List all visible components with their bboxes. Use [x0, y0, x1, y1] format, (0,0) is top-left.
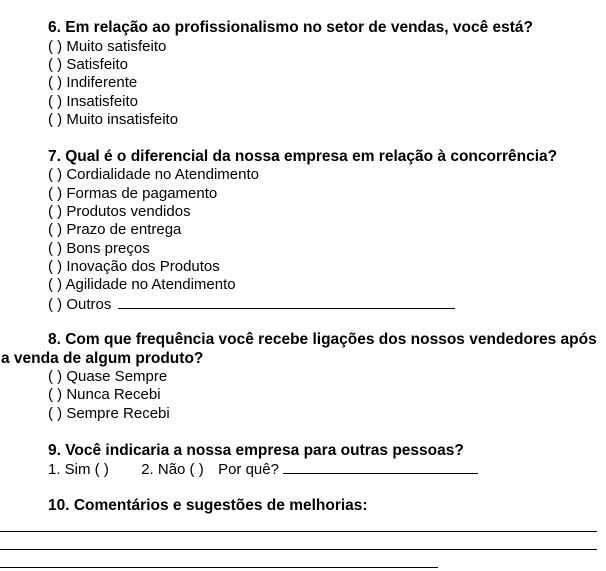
q6-option-insatisfeito[interactable]: ( ) Insatisfeito	[48, 93, 139, 110]
q7-option-outros[interactable]	[48, 295, 455, 314]
q7-option-inovacao[interactable]: ( ) Inovação dos Produtos	[48, 258, 220, 275]
question-8-title-line2: a venda de algum produto?	[1, 350, 204, 367]
q6-option-muito-satisfeito[interactable]: ( ) Muito satisfeito	[48, 38, 167, 55]
q9-answer-row	[48, 460, 478, 479]
q7-option-produtos-vendidos[interactable]: ( ) Produtos vendidos	[48, 203, 191, 220]
q9-option-sim[interactable]: 1. Sim ( )	[48, 461, 109, 478]
q9-option-nao[interactable]: 2. Não ( )	[141, 461, 204, 478]
question-9-title: 9. Você indicaria a nossa empresa para outras pessoas?	[48, 442, 464, 459]
q7-outros-blank-line[interactable]	[118, 295, 455, 309]
question-8-title-line1: 8. Com que frequência você recebe ligações dos nossos vendedores após	[48, 331, 597, 348]
q7-option-cordialidade[interactable]: ( ) Cordialidade no Atendimento	[48, 166, 259, 183]
q8-option-quase-sempre[interactable]: ( ) Quase Sempre	[48, 368, 168, 385]
question-6-title: 6. Em relação ao profissionalismo no setor de vendas, você está?	[48, 19, 533, 36]
q8-option-nunca-recebi[interactable]: ( ) Nunca Recebi	[48, 386, 161, 403]
q6-option-muito-insatisfeito[interactable]: ( ) Muito insatisfeito	[48, 111, 179, 128]
q6-option-satisfeito[interactable]: ( ) Satisfeito	[48, 56, 129, 73]
comment-line-3[interactable]	[0, 567, 438, 568]
q7-option-formas-pagamento[interactable]: ( ) Formas de pagamento	[48, 185, 218, 202]
question-7-title: 7. Qual é o diferencial da nossa empresa em relação à concorrência?	[48, 148, 558, 165]
q7-outros-label: ( ) Outros	[48, 296, 112, 313]
question-10-title: 10. Comentários e sugestões de melhorias:	[48, 497, 368, 514]
q7-option-bons-precos[interactable]: ( ) Bons preços	[48, 240, 150, 257]
q9-why-label: Por quê?	[218, 461, 279, 478]
q7-option-prazo-entrega[interactable]: ( ) Prazo de entrega	[48, 221, 182, 238]
q6-option-indiferente[interactable]: ( ) Indiferente	[48, 74, 138, 91]
q7-option-agilidade[interactable]: ( ) Agilidade no Atendimento	[48, 276, 236, 293]
q8-option-sempre-recebi[interactable]: ( ) Sempre Recebi	[48, 405, 170, 422]
q9-why-blank-line[interactable]	[283, 460, 478, 474]
comment-line-2[interactable]	[0, 549, 597, 550]
comment-line-1[interactable]	[0, 531, 597, 532]
